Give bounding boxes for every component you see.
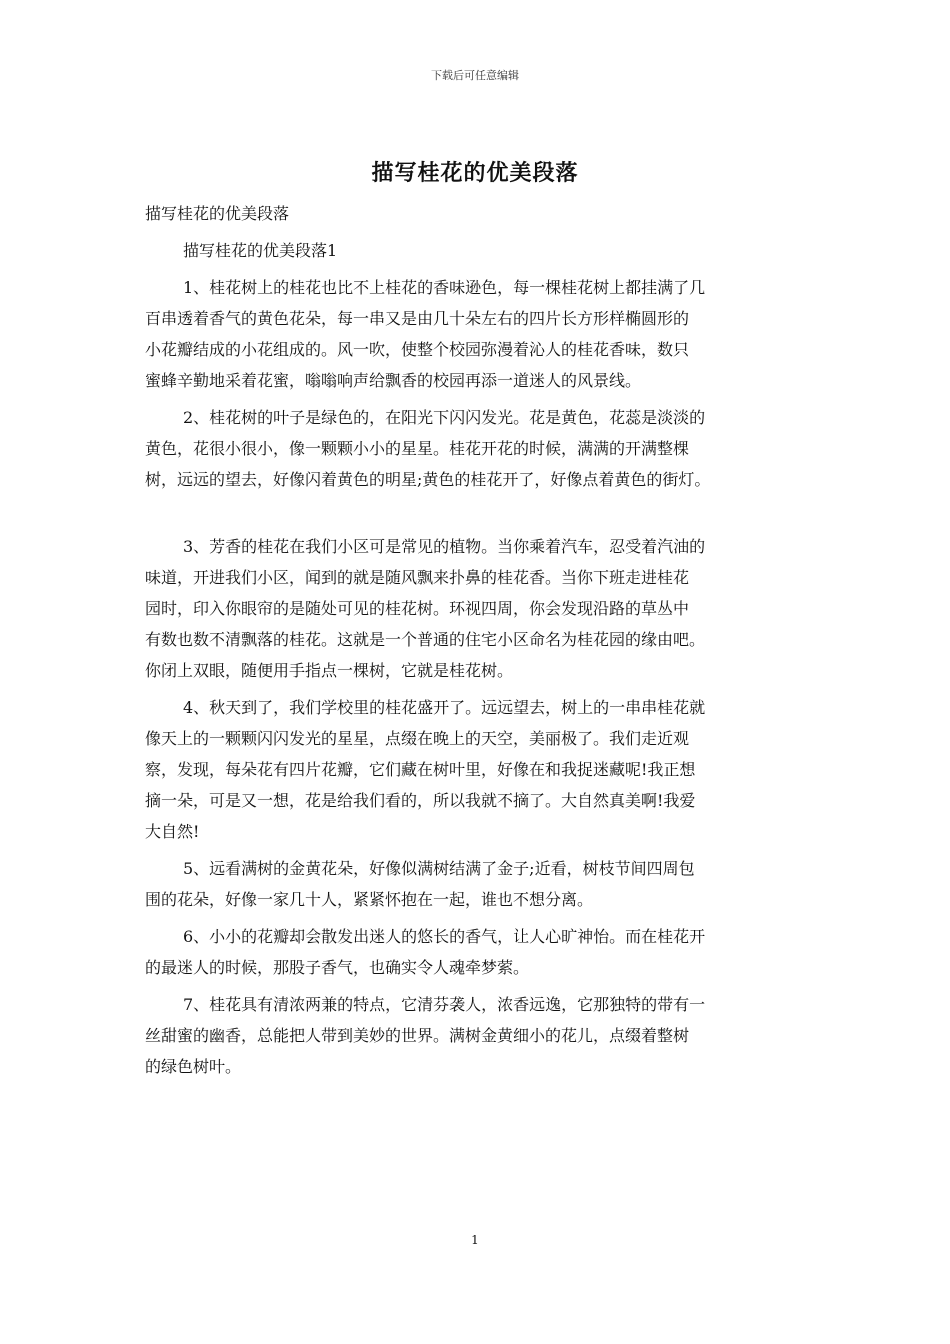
page-number: 1	[471, 1233, 479, 1247]
paragraph-line: 围的花朵，好像一家几十人，紧紧怀抱在一起，谁也不想分离。	[145, 890, 594, 909]
section-heading: 描写桂花的优美段落1	[183, 241, 338, 260]
paragraph-line: 的绿色树叶。	[145, 1057, 242, 1076]
paragraph-line: 5、远看满树的金黄花朵，好像似满树结满了金子;近看，树枝节间四周包	[183, 859, 695, 878]
paragraph-line: 丝甜蜜的幽香，总能把人带到美妙的世界。满树金黄细小的花儿，点缀着整树	[145, 1026, 690, 1045]
paragraph-line: 大自然!	[145, 822, 200, 841]
paragraph-line: 你闭上双眼，随便用手指点一棵树，它就是桂花树。	[145, 661, 514, 680]
paragraph-line: 1、桂花树上的桂花也比不上桂花的香味逊色，每一棵桂花树上都挂满了几	[183, 278, 706, 297]
paragraph-line: 的最迷人的时候，那股子香气，也确实令人魂牵梦萦。	[145, 958, 530, 977]
paragraph-line: 4、秋天到了，我们学校里的桂花盛开了。远远望去，树上的一串串桂花就	[183, 698, 706, 717]
paragraph-5	[145, 853, 810, 915]
paragraph-line: 察，发现，每朵花有四片花瓣，它们藏在树叶里，好像在和我捉迷藏呢!我正想	[145, 760, 696, 779]
paragraph-line: 园时，印入你眼帘的是随处可见的桂花树。环视四周，你会发现沿路的草丛中	[145, 599, 690, 618]
paragraph-line: 摘一朵，可是又一想，花是给我们看的，所以我就不摘了。大自然真美啊!我爱	[145, 791, 696, 810]
paragraph-line: 百串透着香气的黄色花朵，每一串又是由几十朵左右的四片长方形样椭圆形的	[145, 309, 690, 328]
document-title: 描写桂花的优美段落	[371, 160, 579, 186]
paragraph-line: 6、小小的花瓣却会散发出迷人的悠长的香气，让人心旷神怡。而在桂花开	[183, 927, 706, 946]
paragraph-line: 7、桂花具有清浓两兼的特点，它清芬袭人，浓香远逸，它那独特的带有一	[183, 995, 706, 1014]
paragraph-line: 有数也数不清飘落的桂花。这就是一个普通的住宅小区命名为桂花园的缘由吧。	[145, 630, 706, 649]
paragraph-line: 小花瓣结成的小花组成的。风一吹，使整个校园弥漫着沁人的桂花香味，数只	[145, 340, 690, 359]
document-body	[145, 198, 810, 1082]
paragraph-line: 2、桂花树的叶子是绿色的，在阳光下闪闪发光。花是黄色，花蕊是淡淡的	[183, 408, 706, 427]
paragraph-line: 像天上的一颗颗闪闪发光的星星，点缀在晚上的天空，美丽极了。我们走近观	[145, 729, 690, 748]
paragraph-line: 蜜蜂辛勤地采着花蜜，嗡嗡响声给飘香的校园再添一道迷人的风景线。	[145, 371, 642, 390]
paragraph-line: 味道，开进我们小区，闻到的就是随风飘来扑鼻的桂花香。当你下班走进桂花	[145, 568, 690, 587]
header-note: 下载后可任意编辑	[431, 69, 519, 82]
paragraph-6	[145, 921, 810, 983]
paragraph-line: 树，远远的望去，好像闪着黄色的明星;黄色的桂花开了，好像点着黄色的街灯。	[145, 470, 711, 489]
paragraph-3	[145, 531, 810, 686]
paragraph-7	[145, 989, 810, 1082]
subtitle: 描写桂花的优美段落	[145, 204, 290, 223]
paragraph-2	[145, 402, 810, 495]
paragraph-1	[145, 272, 810, 396]
paragraph-line: 3、芳香的桂花在我们小区可是常见的植物。当你乘着汽车，忍受着汽油的	[183, 537, 706, 556]
paragraph-4	[145, 692, 810, 847]
paragraph-line: 黄色，花很小很小，像一颗颗小小的星星。桂花开花的时候，满满的开满整棵	[145, 439, 690, 458]
